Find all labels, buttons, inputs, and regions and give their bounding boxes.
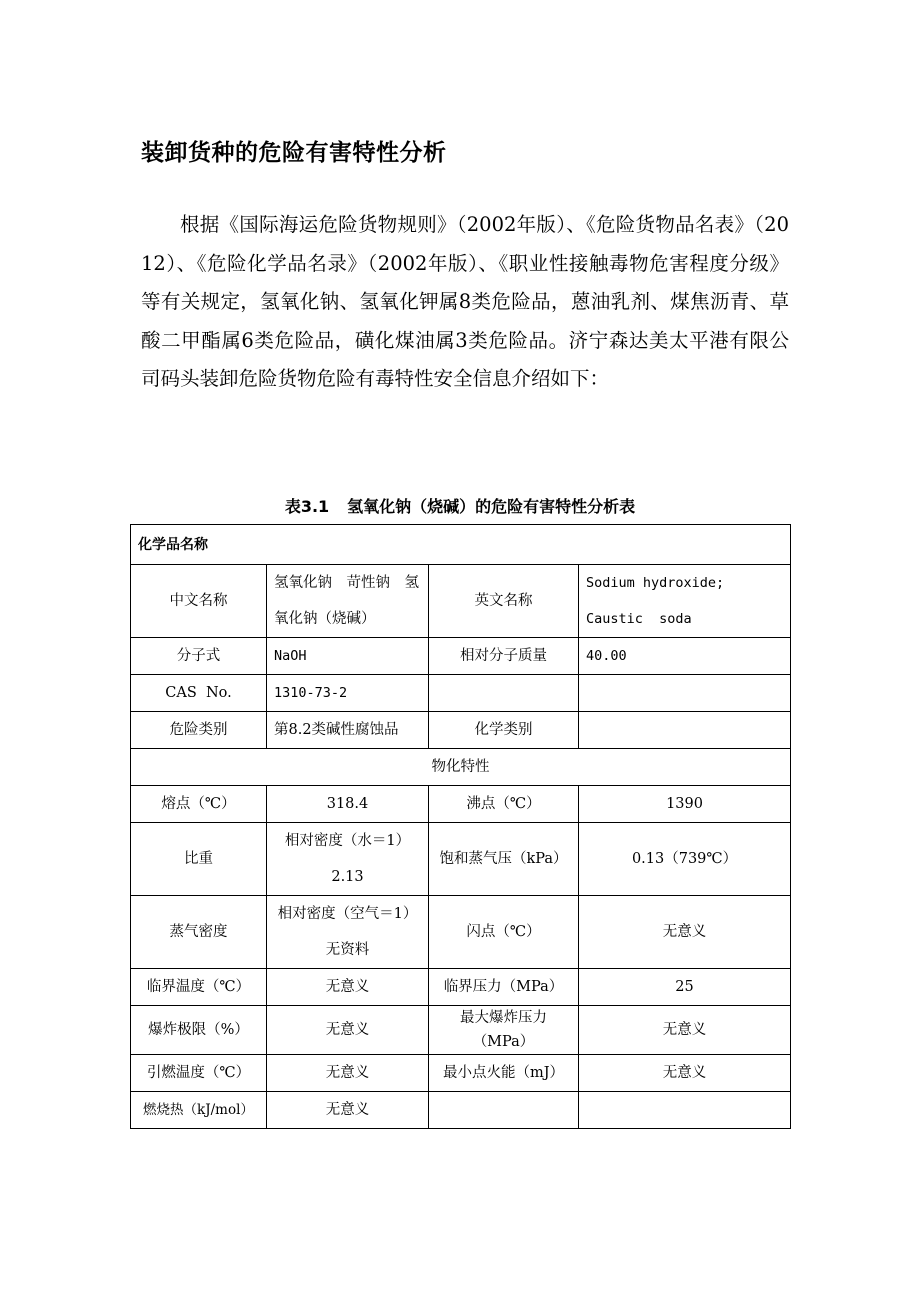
table-row [131,565,791,638]
prop-label-2: 沸点（℃） [429,786,579,823]
en-name-value [579,565,791,638]
table-caption-title: 氢氧化钠（烧碱）的危险有害特性分析表 [347,497,636,516]
prop-value: 相对密度（空气＝1）无资料 [267,896,429,969]
prop-label-2: 闪点（℃） [429,896,579,969]
prop-value-2: 无意义 [579,1055,791,1092]
table-row [131,1055,791,1092]
table-row [131,969,791,1006]
table-row [131,675,791,712]
table-row [131,896,791,969]
prop-label: 蒸气密度 [131,896,267,969]
table-row [131,712,791,749]
prop-value-2: 无意义 [579,896,791,969]
hazard-class-value: 第8.2类碱性腐蚀品 [267,712,429,749]
prop-label: 比重 [131,823,267,896]
chem-class-value [579,712,791,749]
table-caption-number: 表3.1 [284,497,330,516]
chem-name-header: 化学品名称 [131,525,791,565]
cas-value: 1310-73-2 [267,675,429,712]
en-name-line1: Sodium hydroxide; [586,575,725,591]
cas-label: CAS No. [131,675,267,712]
en-name-label: 英文名称 [429,565,579,638]
physchem-header: 物化特性 [131,749,791,786]
hazard-class-label: 危险类别 [131,712,267,749]
table-row [131,749,791,786]
prop-label: 燃烧热（kJ/mol） [131,1092,267,1129]
prop-value: 相对密度（水＝1）2.13 [267,823,429,896]
prop-value-2: 无意义 [579,1006,791,1055]
prop-value: 无意义 [267,969,429,1006]
prop-label-2 [429,1092,579,1129]
prop-value-2: 0.13（739℃） [579,823,791,896]
table-row [131,1092,791,1129]
table-caption [130,494,790,520]
prop-value-2: 1390 [579,786,791,823]
formula-value: NaOH [267,638,429,675]
intro-paragraph: 根据《国际海运危险货物规则》（2002年版）、《危险货物品名表》（2012）、《危险化学品名录》（2002年版）、《职业性接触毒物危害程度分级》等有关规定，氢氧化钠、氢氧化钾属8类危险品，蒽油乳剂、煤焦沥青、草酸二甲酯属6类危险品，磺化煤油属3类危险品。济宁森达美太平港有限公司码头装卸危险货物危险有毒特性安全信息介绍如下： [141,213,789,391]
mw-value: 40.00 [579,638,791,675]
chem-class-label: 化学类别 [429,712,579,749]
formula-label: 分子式 [131,638,267,675]
prop-label-2: 饱和蒸气压（kPa） [429,823,579,896]
prop-value: 无意义 [267,1006,429,1055]
prop-value-2 [579,1092,791,1129]
en-name-line2: Caustic soda [586,611,692,627]
prop-label: 爆炸极限（%） [131,1006,267,1055]
prop-value: 318.4 [267,786,429,823]
prop-value: 无意义 [267,1092,429,1129]
prop-label-2: 最大爆炸压力（MPa） [429,1006,579,1055]
cn-name-value: 氢氧化钠 苛性钠 氢氧化钠（烧碱） [267,565,429,638]
cn-name-label: 中文名称 [131,565,267,638]
prop-label-2: 最小点火能（mJ） [429,1055,579,1092]
prop-label: 引燃温度（℃） [131,1055,267,1092]
mw-label: 相对分子质量 [429,638,579,675]
table-row [131,1006,791,1055]
prop-value-2: 25 [579,969,791,1006]
table-row [131,823,791,896]
prop-label: 熔点（℃） [131,786,267,823]
prop-value: 无意义 [267,1055,429,1092]
empty-cell [429,675,579,712]
prop-label: 临界温度（℃） [131,969,267,1006]
section-heading: 装卸货种的危险有害特性分析 [141,140,447,166]
table-row [131,525,791,565]
hazard-table [130,524,791,1129]
table-row [131,786,791,823]
prop-label-2: 临界压力（MPa） [429,969,579,1006]
table-row [131,638,791,675]
empty-cell [579,675,791,712]
